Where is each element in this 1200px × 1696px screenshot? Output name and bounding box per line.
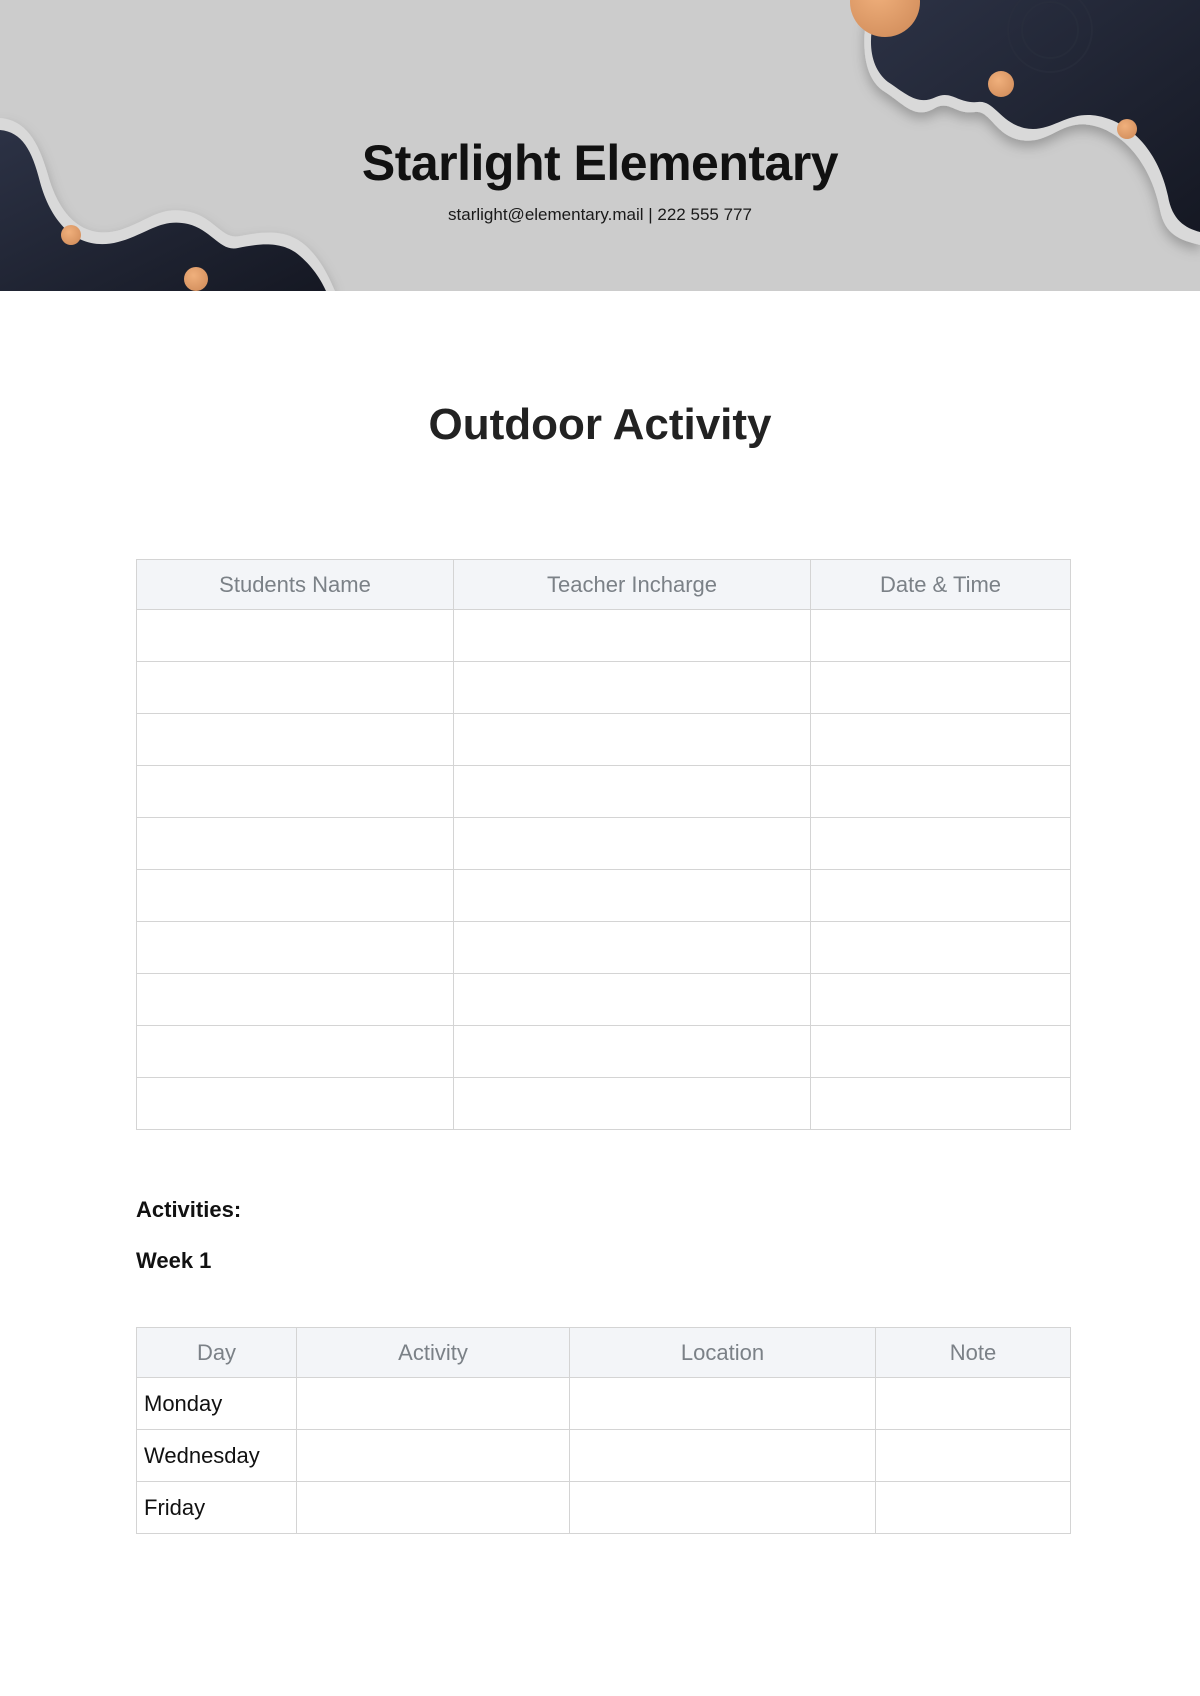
column-header-activity: Activity [297, 1328, 570, 1378]
note-cell[interactable] [876, 1482, 1071, 1534]
table-row [137, 1378, 1071, 1430]
school-name: Starlight Elementary [361, 135, 839, 191]
table-cell[interactable] [137, 1078, 454, 1130]
table-row [137, 818, 1071, 870]
location-cell[interactable] [570, 1482, 876, 1534]
table-cell[interactable] [454, 870, 811, 922]
activity-cell[interactable] [297, 1378, 570, 1430]
table-cell[interactable] [137, 1026, 454, 1078]
table-cell[interactable] [811, 766, 1071, 818]
table-header-row [137, 1328, 1071, 1378]
activity-cell[interactable] [297, 1482, 570, 1534]
day-cell: Wednesday [137, 1430, 297, 1482]
table-cell[interactable] [811, 922, 1071, 974]
table-cell[interactable] [137, 766, 454, 818]
table-cell[interactable] [811, 870, 1071, 922]
dot-decoration [988, 71, 1014, 97]
table-cell[interactable] [811, 1026, 1071, 1078]
table-row [137, 714, 1071, 766]
table-row [137, 610, 1071, 662]
schedule-table [136, 1327, 1071, 1534]
table-row [137, 662, 1071, 714]
column-header-location: Location [570, 1328, 876, 1378]
school-contact: starlight@elementary.mail | 222 555 777 [448, 205, 752, 224]
table-cell[interactable] [454, 818, 811, 870]
column-header-date-time: Date & Time [811, 560, 1071, 610]
page-title: Outdoor Activity [428, 400, 772, 449]
column-header-note: Note [876, 1328, 1071, 1378]
wave-shape-top-right [871, 0, 1200, 232]
day-cell: Monday [137, 1378, 297, 1430]
column-header-day: Day [137, 1328, 297, 1378]
table-cell[interactable] [811, 662, 1071, 714]
table-cell[interactable] [454, 662, 811, 714]
table-cell[interactable] [137, 662, 454, 714]
table-cell[interactable] [811, 1078, 1071, 1130]
dot-decoration [61, 225, 81, 245]
table-cell[interactable] [811, 974, 1071, 1026]
table-cell[interactable] [454, 974, 811, 1026]
activities-label: Activities: [136, 1197, 242, 1222]
table-row [137, 1026, 1071, 1078]
table-cell[interactable] [454, 922, 811, 974]
table-cell[interactable] [137, 714, 454, 766]
table-row [137, 870, 1071, 922]
table-cell[interactable] [137, 610, 454, 662]
table-cell[interactable] [454, 714, 811, 766]
column-header-students-name: Students Name [137, 560, 454, 610]
table-row [137, 1430, 1071, 1482]
table-row [137, 766, 1071, 818]
table-row [137, 922, 1071, 974]
table-header-row [137, 560, 1071, 610]
table-cell[interactable] [454, 1078, 811, 1130]
table-row [137, 1482, 1071, 1534]
table-cell[interactable] [137, 922, 454, 974]
note-cell[interactable] [876, 1378, 1071, 1430]
table-cell[interactable] [137, 974, 454, 1026]
activity-cell[interactable] [297, 1430, 570, 1482]
table-cell[interactable] [811, 818, 1071, 870]
table-cell[interactable] [137, 870, 454, 922]
table-cell[interactable] [137, 818, 454, 870]
table-row [137, 1078, 1071, 1130]
students-table [136, 559, 1071, 1130]
location-cell[interactable] [570, 1430, 876, 1482]
table-cell[interactable] [454, 1026, 811, 1078]
day-cell: Friday [137, 1482, 297, 1534]
week-label: Week 1 [136, 1248, 212, 1273]
table-cell[interactable] [811, 714, 1071, 766]
dot-decoration [184, 267, 208, 291]
table-row [137, 974, 1071, 1026]
header-banner [0, 0, 1200, 291]
location-cell[interactable] [570, 1378, 876, 1430]
table-cell[interactable] [811, 610, 1071, 662]
note-cell[interactable] [876, 1430, 1071, 1482]
table-cell[interactable] [454, 766, 811, 818]
table-cell[interactable] [454, 610, 811, 662]
column-header-teacher-incharge: Teacher Incharge [454, 560, 811, 610]
